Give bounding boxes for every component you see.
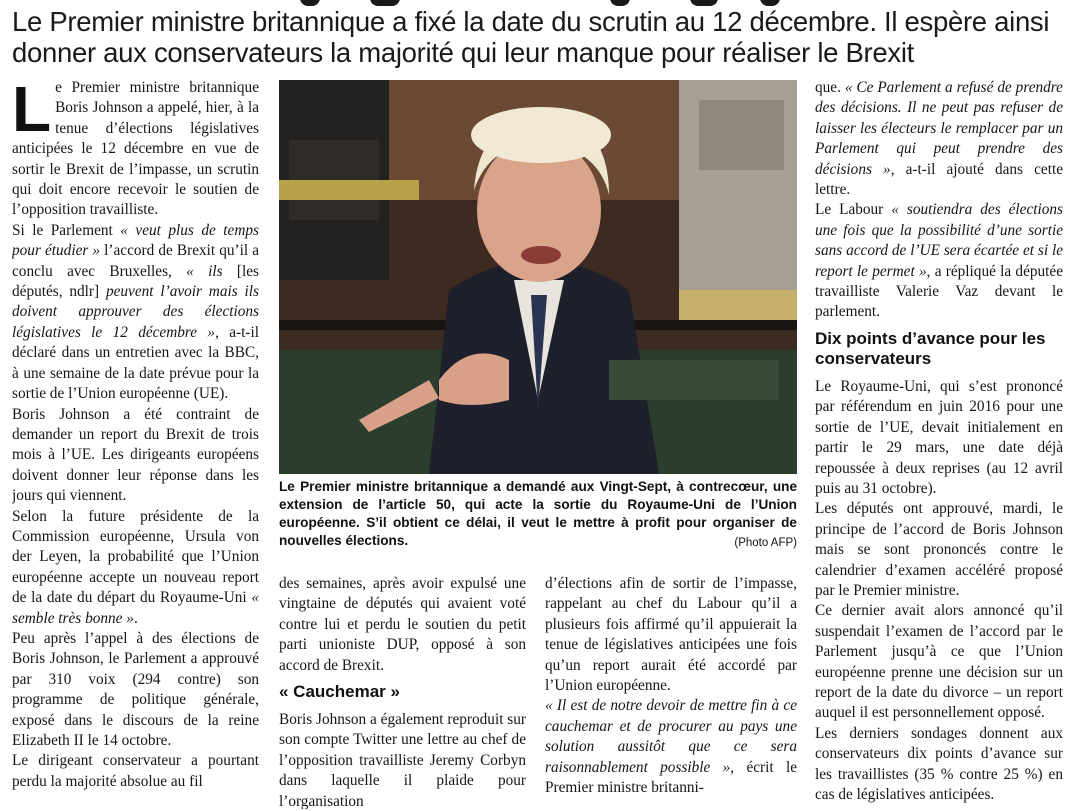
paragraph: Les députés ont approuvé, mardi, le principe de l’accord de Boris Johnson mais se sont prononcés contre le calendrier d’examen accéléré proposé par le Premier ministre. <box>815 500 1063 599</box>
article-column-2 <box>279 574 526 809</box>
paragraph: Selon la future présidente de la Commission européenne, Ursula von der Leyen, la probabilité que l’Union européenne accepte un nouveau report de la date du départ du Royaume-Uni « semble très bonne ». <box>12 507 259 627</box>
paragraph: Le Royaume-Uni, qui s’est prononcé par référendum en juin 2016 pour une sortie de l’UE, devait initialement en partir le 29 mars, une date déjà repoussée à deux reprises (au 12 avril puis au 31 octobre). <box>815 377 1063 497</box>
subheading-cauchemar: « Cauchemar » <box>279 682 400 702</box>
paragraph: Le dirigeant conservateur a pourtant perdu la majorité absolue au fil <box>12 752 259 790</box>
paragraph: Les derniers sondages donnent aux conservateurs dix points d’avance sur les travaillistes (35 % contre 25 %) en cas de législatives anticipées. <box>815 724 1063 803</box>
photo-credit: (Photo AFP) <box>734 537 797 549</box>
paragraph: d’élections afin de sortir de l’impasse, rappelant au chef du Labour qu’il a plusieurs fois affirmé qu’il appuierait la tenue de législatives anticipées une fois qu’un report aurait été accordé par l’Union européenne. <box>545 575 797 695</box>
paragraph: Boris Johnson a également reproduit sur son compte Twitter une lettre au chef de l’opposition travailliste Jeremy Corbyn dans laquelle il plaide pour l’organisation <box>279 711 526 809</box>
paragraph: Le Labour « soutiendra des élections une fois que la possibilité d’une sortie sans accord de l’UE sera écartée et si le report le permet », a répliqué la députée travailliste Valerie Vaz devant le parlement. <box>815 201 1063 321</box>
paragraph: « Il est de notre devoir de mettre fin à ce cauchemar et de procurer au pays une solution aussitôt que ce sera raisonnablement possible », écrit le Premier ministre britanni- <box>545 697 797 797</box>
paragraph: Ce dernier avait alors annoncé qu’il suspendait l’examen de l’accord par le Parlement jusqu’à ce que l’Union européenne prenne une décision sur un report de la date du divorce – un report auquel il est personnellement opposé. <box>815 602 1063 722</box>
article-column-1 <box>12 78 259 808</box>
photo-caption: Le Premier ministre britannique a demandé aux Vingt-Sept, à contrecœur, une extension de l’article 50, qui acte la sortie du Royaume-Uni de l’Union européenne. S’il obtient ce délai, il veut le mettre à profit pour organiser de nouvelles élections. (Photo AFP) <box>279 478 797 552</box>
paragraph: Peu après l’appel à des élections de Boris Johnson, le Parlement a approuvé par 310 voix (294 contre) son programme de politique générale, exposé dans le discours de la reine Elizabeth II le 14 octobre. <box>12 629 259 749</box>
paragraph: Boris Johnson a été contraint de demander un report du Brexit de trois mois à l’UE. Les dirigeants européens doivent donner leur réponse dans les jours qui viennent. <box>12 405 259 505</box>
article-column-3 <box>545 574 797 809</box>
drop-cap: L <box>12 78 52 145</box>
article-column-4 <box>815 78 1063 808</box>
photo-illustration <box>279 80 797 474</box>
paragraph: Le Premier ministre britannique Boris Johnson a appelé, hier, à la tenue d’élections législatives anticipées le 12 décembre en vue de sortir le Brexit de l’impasse, un scrutin qui doit encore recevoir le soutien de l’opposition travailliste. <box>12 78 259 219</box>
paragraph: Si le Parlement « veut plus de temps pour étudier » l’accord de Brexit qu’il a conclu avec Bruxelles, « ils [les députés, ndlr] peuvent l’avoir mais ils doivent approuver des élections législatives le 12 décembre », a-t-il déclaré dans un entretien avec la BBC, à une semaine de la date prévue pour la sortie de l’Union européenne (UE). <box>12 221 259 403</box>
article-deck: Le Premier ministre britannique a fixé la date du scrutin au 12 décembre. Il espère ainsi donner aux conservateurs la majorité qui leur manque pour réaliser le Brexit <box>12 6 1050 68</box>
photo-boris-johnson <box>279 80 797 474</box>
paragraph: que. « Ce Parlement a refusé de prendre des décisions. Il ne peut pas refuser de laisser les électeurs le remplacer par un Parlement qui peut prendre des décisions », a-t-il ajouté dans cette lettre. <box>815 79 1063 199</box>
paragraph: des semaines, après avoir expulsé une vingtaine de députés qui avaient voté contre lui et perdu le soutien du petit parti unioniste DUP, opposé à son accord de Brexit. <box>279 575 526 674</box>
subheading-dix-points: Dix points d’avance pour les conservateurs <box>815 328 1046 368</box>
